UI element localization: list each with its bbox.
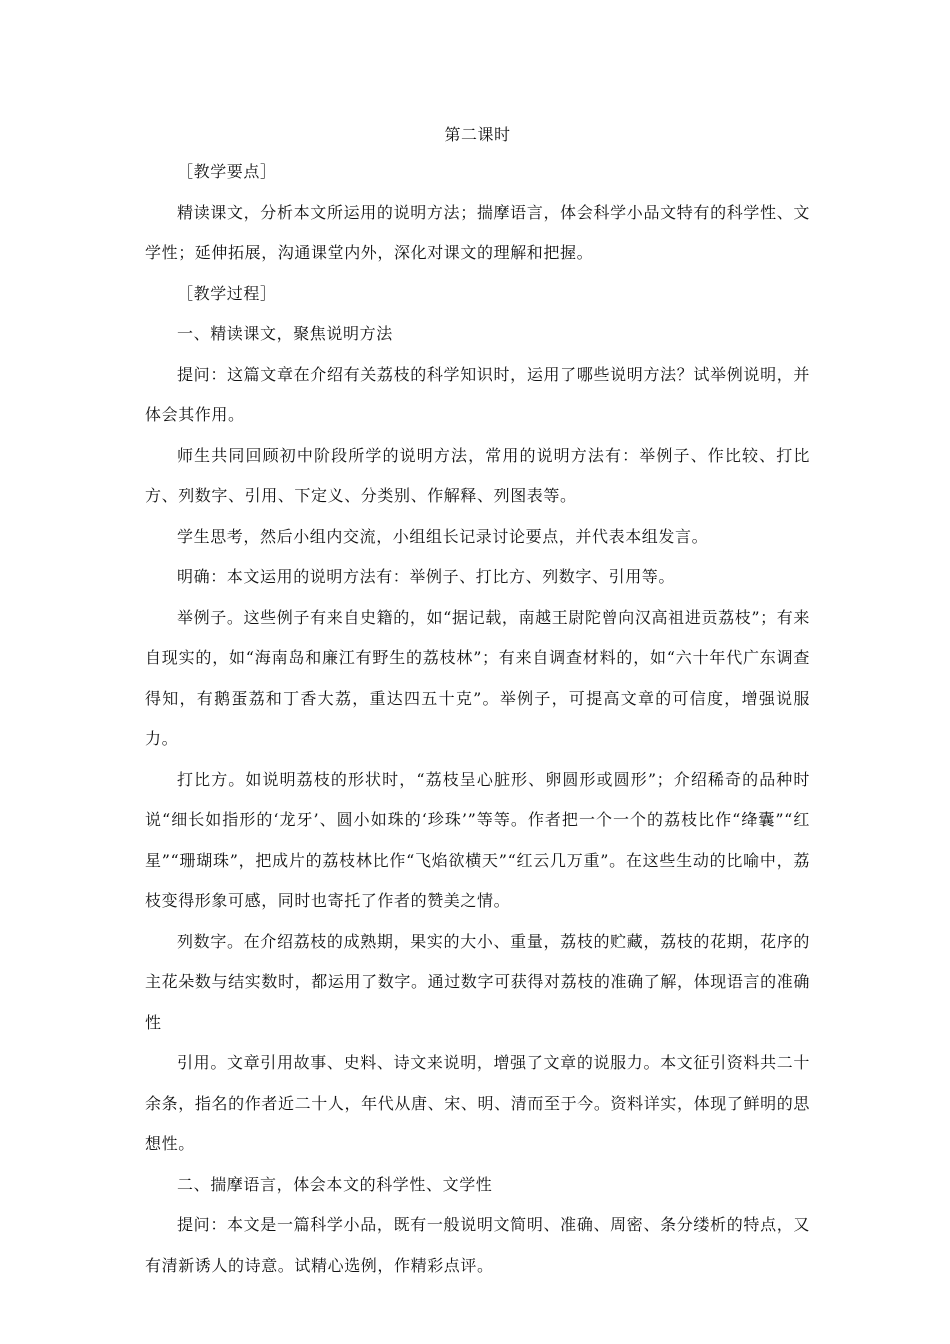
section-heading-2: 二、揣摩语言，体会本文的科学性、文学性 [177,1174,493,1194]
paragraph-citation: 引用。文章引用故事、史料、诗文来说明，增强了文章的说服力。本文征引资料共二十余条，指名的作者近二十人，年代从唐、宋、明、清而至于今。资料详实，体现了鲜明的思想性。 [145,1053,810,1153]
paragraph-metaphor: 打比方。如说明荔枝的形状时，“荔枝呈心脏形、卵圆形或圆形”；介绍稀奇的品种时说“细长如指形的‘龙牙’、圆小如珠的‘珍珠’”等等。作者把一个一个的荔枝比作“绛囊”“红星”“珊瑚珠”，把成片的荔枝林比作“飞焰欲横天”“红云几万重”。在这些生动的比喻中，荔枝变得形象可感，同时也寄托了作者的赞美之情。 [145,769,810,910]
paragraph-numbers: 列数字。在介绍荔枝的成熟期，果实的大小、重量，荔枝的贮藏，荔枝的花期，花序的主花朵数与结实数时，都运用了数字。通过数字可获得对荔枝的准确了解，体现语言的准确性 [145,931,810,1032]
paragraph-examples: 举例子。这些例子有来自史籍的，如“据记载，南越王尉陀曾向汉高祖进贡荔枝”；有来自现实的，如“海南岛和廉江有野生的荔枝林”；有来自调查材料的，如“六十年代广东调查得知，有鹅蛋荔和丁香大荔，重达四五十克”。举例子，可提高文章的可信度，增强说服力。 [145,607,810,748]
lesson-title: 第二课时 [444,125,511,144]
section-label-teaching-points: ［教学要点］ [177,162,277,181]
paragraph-review-methods: 师生共同回顾初中阶段所学的说明方法，常用的说明方法有：举例子、作比较、打比方、列数字、引用、下定义、分类别、作解释、列图表等。 [145,445,810,505]
section-label-teaching-process: ［教学过程］ [177,283,277,303]
paragraph-answer: 明确：本文运用的说明方法有：举例子、打比方、列数字、引用等。 [177,567,676,586]
paragraph-teaching-points: 精读课文，分析本文所运用的说明方法；揣摩语言，体会科学小品文特有的科学性、文学性；延伸拓展，沟通课堂内外，深化对课文的理解和把握。 [145,202,810,262]
document-page [145,120,810,1286]
paragraph-question-2: 提问：本文是一篇科学小品，既有一般说明文简明、准确、周密、条分缕析的特点，又有清新诱人的诗意。试精心选例，作精彩点评。 [145,1215,810,1275]
paragraph-group-discussion: 学生思考，然后小组内交流，小组组长记录讨论要点，并代表本组发言。 [177,526,709,546]
section-heading-1: 一、精读课文，聚焦说明方法 [177,324,393,343]
paragraph-question-1: 提问：这篇文章在介绍有关荔枝的科学知识时，运用了哪些说明方法？试举例说明，并体会其作用。 [145,364,810,424]
